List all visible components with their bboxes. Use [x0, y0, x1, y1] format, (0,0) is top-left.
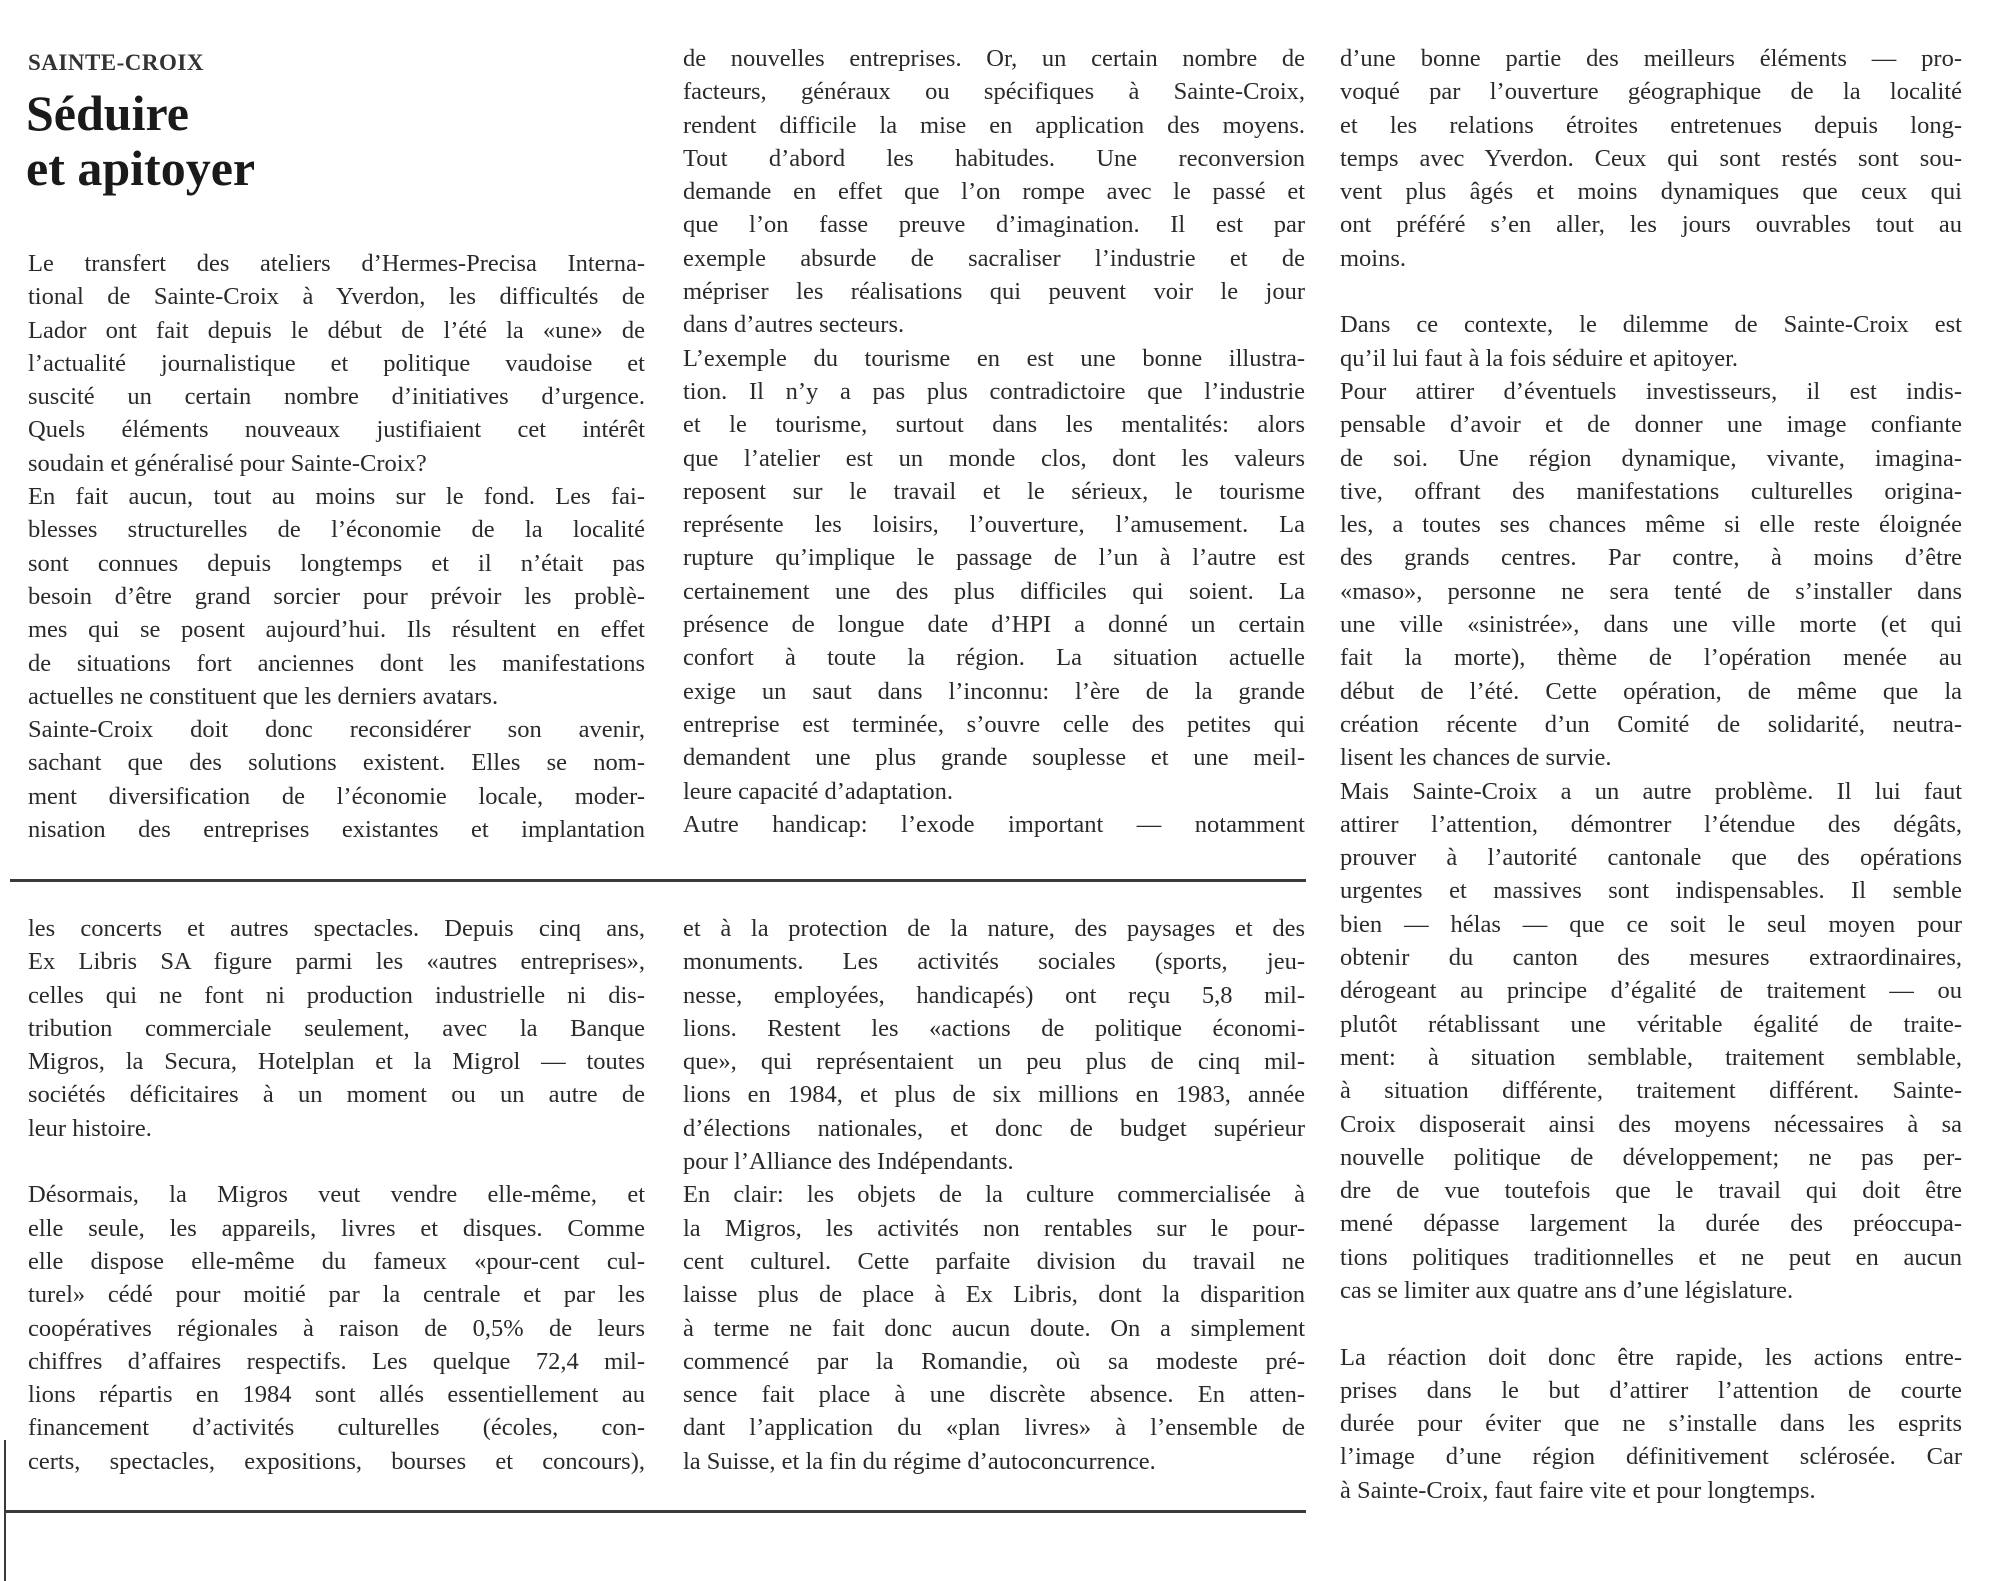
- text-line: ment: à situation semblable, traitement semblable,: [1340, 1043, 1962, 1071]
- text-line: bien — hélas — que ce soit le seul moyen pour: [1340, 910, 1962, 938]
- article-headline: [26, 86, 255, 196]
- text-line: la Migros, les activités non rentables sur le pour-: [683, 1214, 1305, 1242]
- text-line: facteurs, généraux ou spécifiques à Sainte-Croix,: [683, 78, 1305, 106]
- text-line: rendent difficile la mise en application des moyens.: [683, 111, 1305, 139]
- text-line: elle seule, les appareils, livres et disques. Comme: [28, 1214, 645, 1242]
- text-line: l’actualité journalistique et politique vaudoise et: [28, 349, 645, 377]
- text-line: dans d’autres secteurs.: [683, 311, 905, 339]
- text-line: de nouvelles entreprises. Or, un certain nombre de: [683, 45, 1305, 72]
- text-line: des grands centres. Par contre, à moins d’être: [1340, 544, 1962, 572]
- text-line: temps avec Yverdon. Ceux qui sont restés sont sou-: [1340, 144, 1962, 172]
- text-line: attirer l’attention, démontrer l’étendue des dégâts,: [1340, 810, 1962, 838]
- text-line: Tout d’abord les habitudes. Une reconversion: [683, 144, 1305, 172]
- text-line: début de l’été. Cette opération, de même que la: [1340, 677, 1962, 705]
- headline-line-2: et apitoyer: [26, 140, 256, 196]
- text-line: celles qui ne font ni production industrielle ni dis-: [28, 981, 645, 1009]
- text-line: certs, spectacles, expositions, bourses et concours),: [28, 1447, 645, 1475]
- text-line: Quels éléments nouveaux justifiaient cet intérêt: [28, 416, 645, 444]
- text-line: mené dépasse largement la durée des préoccupa-: [1340, 1210, 1962, 1238]
- text-line: durée pour éviter que ne s’installe dans les esprits: [1340, 1410, 1962, 1438]
- text-line: présence de longue date d’HPI a donné un certain: [683, 611, 1305, 639]
- text-line: représente les loisirs, l’ouverture, l’amusement. La: [683, 511, 1305, 539]
- text-line: leure capacité d’adaptation.: [683, 777, 954, 805]
- text-line: actuelles ne constituent que les derniers avatars.: [28, 682, 499, 710]
- text-line: soudain et généralisé pour Sainte-Croix?: [28, 449, 427, 477]
- text-line: de soi. Une région dynamique, vivante, imagina-: [1340, 444, 1962, 472]
- text-line: Désormais, la Migros veut vendre elle-même, et: [28, 1181, 645, 1209]
- text-line: ment diversification de l’économie locale, moder-: [28, 782, 645, 810]
- text-line: tive, offrant des manifestations culturelles origina-: [1340, 477, 1962, 505]
- top-column-2: [683, 42, 1305, 841]
- text-line: vent plus âgés et moins dynamiques que ceux qui: [1340, 178, 1962, 206]
- text-line: dre de vue toutefois que le travail qui doit être: [1340, 1177, 1962, 1205]
- text-line: Lador ont fait depuis le début de l’été la «une» de: [28, 316, 645, 344]
- article-kicker: SAINTE-CROIX: [28, 50, 204, 75]
- text-line: Autre handicap: l’exode important — notamment: [683, 810, 1305, 838]
- text-line: tions politiques traditionnelles et ne peut en aucun: [1340, 1243, 1962, 1271]
- text-line: sociétés déficitaires à un moment ou un autre de: [28, 1081, 645, 1109]
- text-line: La réaction doit donc être rapide, les actions entre-: [1340, 1343, 1962, 1371]
- bottom-column-2: [683, 912, 1305, 1478]
- paragraph-gap: [1340, 275, 1962, 308]
- text-line: prises dans le but d’attirer l’attention de courte: [1340, 1376, 1962, 1404]
- text-line: plutôt rétablissant une véritable égalité de traite-: [1340, 1010, 1962, 1038]
- text-line: coopératives régionales à raison de 0,5% de leurs: [28, 1314, 645, 1342]
- text-line: lisent les chances de survie.: [1340, 744, 1612, 772]
- text-line: nouvelle politique de développement; ne pas per-: [1340, 1143, 1962, 1171]
- text-line: obtenir du canton des mesures extraordinaires,: [1340, 944, 1962, 972]
- text-line: dérogeant au principe d’égalité de traitement — ou: [1340, 977, 1962, 1005]
- text-line: fait la morte), thème de l’opération menée au: [1340, 644, 1962, 672]
- text-line: Migros, la Secura, Hotelplan et la Migrol — toutes: [28, 1048, 645, 1076]
- text-line: En clair: les objets de la culture commercialisée à: [683, 1181, 1305, 1209]
- text-line: tional de Sainte-Croix à Yverdon, les difficultés de: [28, 283, 645, 311]
- text-line: et le tourisme, surtout dans les mentalités: alors: [683, 411, 1305, 439]
- text-line: Sainte-Croix doit donc reconsidérer son avenir,: [28, 716, 645, 744]
- text-line: nesse, employées, handicapés) ont reçu 5,8 mil-: [683, 981, 1305, 1009]
- text-line: leur histoire.: [28, 1114, 152, 1142]
- text-line: rupture qu’implique le passage de l’un à l’autre est: [683, 544, 1305, 572]
- text-line: confort à toute la région. La situation actuelle: [683, 644, 1305, 672]
- text-line: En fait aucun, tout au moins sur le fond. Les fai-: [28, 483, 645, 511]
- text-line: lions. Restent les «actions de politique économi-: [683, 1014, 1305, 1042]
- text-line: Mais Sainte-Croix a un autre problème. Il lui faut: [1340, 777, 1962, 805]
- text-line: monuments. Les activités sociales (sports, jeu-: [683, 948, 1305, 976]
- text-line: Ex Libris SA figure parmi les «autres entreprises»,: [28, 948, 645, 976]
- text-line: tion. Il n’y a pas plus contradictoire que l’industrie: [683, 377, 1305, 405]
- text-line: demandent une plus grande souplesse et une meil-: [683, 744, 1305, 772]
- text-line: les concerts et autres spectacles. Depuis cinq ans,: [28, 915, 645, 942]
- text-line: à terme ne fait donc aucun doute. On a simplement: [683, 1314, 1305, 1342]
- text-line: sont connues depuis longtemps et il n’était pas: [28, 549, 645, 577]
- text-line: qu’il lui faut à la fois séduire et apitoyer.: [1340, 344, 1739, 372]
- text-line: prouver à l’autorité cantonale que des opérations: [1340, 844, 1962, 872]
- page-edge-line: [4, 1440, 6, 1581]
- text-line: à situation différente, traitement différent. Sainte-: [1340, 1077, 1962, 1105]
- text-line: Dans ce contexte, le dilemme de Sainte-Croix est: [1340, 311, 1962, 339]
- text-line: chiffres d’affaires respectifs. Les quelque 72,4 mil-: [28, 1347, 645, 1375]
- text-line: urgentes et massives sont indispensables. Il semble: [1340, 877, 1962, 905]
- text-line: reposent sur le travail et le sérieux, le tourisme: [683, 477, 1305, 505]
- text-line: elle dispose elle-même du fameux «pour-cent cul-: [28, 1247, 645, 1275]
- text-line: de situations fort anciennes dont les manifestations: [28, 649, 645, 677]
- text-line: pensable d’avoir et de donner une image confiante: [1340, 411, 1962, 439]
- text-line: et les relations étroites entretenues depuis long-: [1340, 111, 1962, 139]
- text-line: blesses structurelles de l’économie de la localité: [28, 516, 645, 544]
- text-line: «maso», personne ne sera tenté de s’installer dans: [1340, 577, 1962, 605]
- text-line: nisation des entreprises existantes et implantation: [28, 816, 645, 844]
- text-line: les, a toutes ses chances même si elle reste éloignée: [1340, 511, 1962, 539]
- text-line: et à la protection de la nature, des paysages et des: [683, 915, 1305, 942]
- text-line: lions répartis en 1984 sont allés essentiellement au: [28, 1381, 645, 1409]
- text-line: d’une bonne partie des meilleurs éléments — pro-: [1340, 45, 1962, 72]
- text-line: ont préféré s’en aller, les jours ouvrables tout au: [1340, 211, 1962, 239]
- text-line: lions en 1984, et plus de six millions en 1983, année: [683, 1081, 1305, 1109]
- bottom-column-1: [28, 912, 645, 1478]
- text-line: d’élections nationales, et donc de budget supérieur: [683, 1114, 1305, 1142]
- section-divider-top: [10, 879, 1306, 882]
- text-line: suscité un certain nombre d’initiatives d’urgence.: [28, 383, 645, 411]
- text-line: Croix disposerait ainsi des moyens nécessaires à sa: [1340, 1110, 1962, 1138]
- text-line: entreprise est terminée, s’ouvre celle des petites qui: [683, 710, 1305, 738]
- text-line: à Sainte-Croix, faut faire vite et pour longtemps.: [1340, 1476, 1816, 1504]
- text-line: financement d’activités culturelles (écoles, con-: [28, 1414, 645, 1442]
- text-line: dant l’application du «plan livres» à l’ensemble de: [683, 1414, 1305, 1442]
- text-line: mes qui se posent aujourd’hui. Ils résultent en effet: [28, 616, 645, 644]
- text-line: demande en effet que l’on rompe avec le passé et: [683, 178, 1305, 206]
- paragraph-gap: [28, 1145, 645, 1178]
- text-line: une ville «sinistrée», dans une ville morte (et qui: [1340, 611, 1962, 639]
- text-line: la Suisse, et la fin du régime d’autoconcurrence.: [683, 1447, 1156, 1475]
- text-line: pour l’Alliance des Indépendants.: [683, 1148, 1014, 1176]
- text-line: que l’atelier est un monde clos, dont les valeurs: [683, 444, 1305, 472]
- right-column: [1340, 42, 1962, 1507]
- text-line: moins.: [1340, 244, 1407, 272]
- text-line: sachant que des solutions existent. Elles se nom-: [28, 749, 645, 777]
- text-line: tribution commerciale seulement, avec la Banque: [28, 1014, 645, 1042]
- top-column-1: [28, 247, 645, 846]
- text-line: création récente d’un Comité de solidarité, neutra-: [1340, 710, 1962, 738]
- text-line: voqué par l’ouverture géographique de la localité: [1340, 78, 1962, 106]
- text-line: L’exemple du tourisme en est une bonne illustra-: [683, 344, 1305, 372]
- text-line: que», qui représentaient un peu plus de cinq mil-: [683, 1048, 1305, 1076]
- text-line: Pour attirer d’éventuels investisseurs, il est indis-: [1340, 377, 1962, 405]
- text-line: cent culturel. Cette parfaite division du travail ne: [683, 1247, 1305, 1275]
- paragraph-gap: [1340, 1307, 1962, 1340]
- section-divider-bottom: [4, 1510, 1306, 1513]
- text-line: turel» cédé pour moitié par la centrale et par les: [28, 1281, 645, 1309]
- text-line: exige un saut dans l’inconnu: l’ère de la grande: [683, 677, 1305, 705]
- text-line: cas se limiter aux quatre ans d’une législature.: [1340, 1276, 1794, 1304]
- text-line: besoin d’être grand sorcier pour prévoir les problè-: [28, 582, 645, 610]
- headline-line-1: Séduire: [26, 85, 189, 141]
- text-line: certainement une des plus difficiles qui soient. La: [683, 577, 1305, 605]
- text-line: que l’on fasse preuve d’imagination. Il est par: [683, 211, 1305, 239]
- text-line: laisse plus de place à Ex Libris, dont la disparition: [683, 1281, 1305, 1309]
- text-line: commencé par la Romandie, où sa modeste pré-: [683, 1347, 1305, 1375]
- text-line: Le transfert des ateliers d’Hermes-Precisa Interna-: [28, 250, 645, 277]
- text-line: l’image d’une région définitivement sclérosée. Car: [1340, 1443, 1962, 1471]
- text-line: mépriser les réalisations qui peuvent voir le jour: [683, 278, 1305, 306]
- text-line: sence fait place à une discrète absence. En atten-: [683, 1381, 1305, 1409]
- text-line: exemple absurde de sacraliser l’industrie et de: [683, 244, 1305, 272]
